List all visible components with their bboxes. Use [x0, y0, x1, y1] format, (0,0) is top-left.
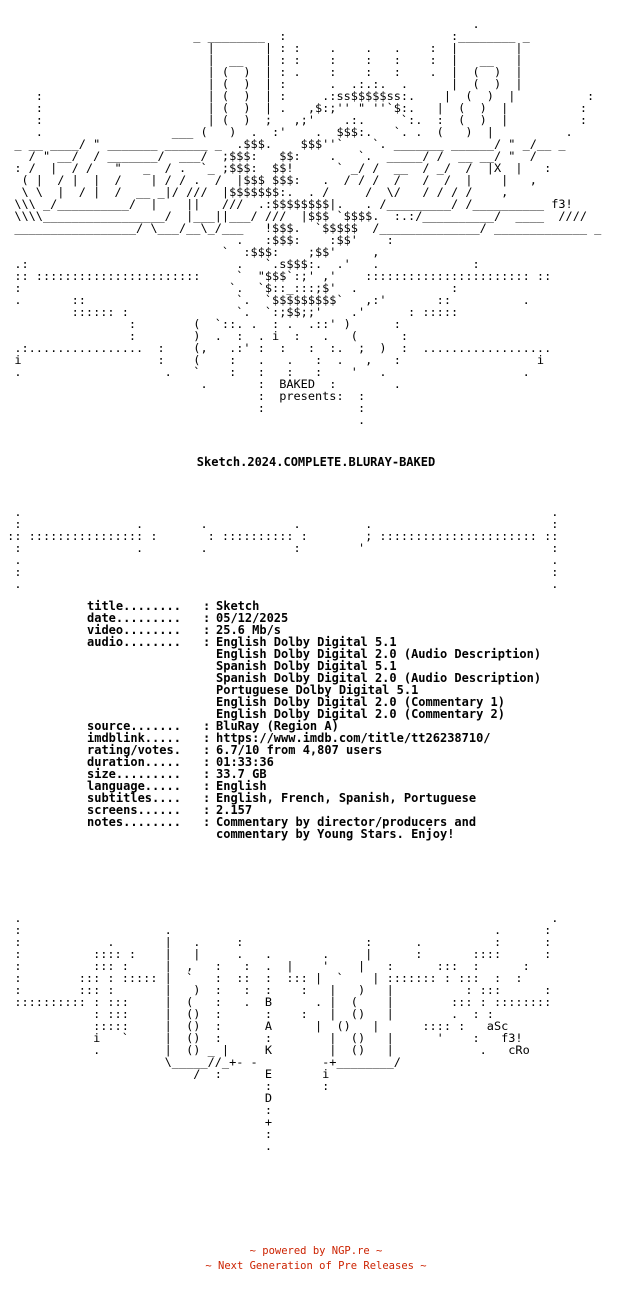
info-separator: :	[203, 803, 211, 817]
info-separator: :	[203, 755, 211, 769]
info-value-line: Spanish Dolby Digital 2.0 (Audio Description)	[216, 671, 542, 685]
info-value-line: Portuguese Dolby Digital 5.1	[216, 683, 419, 697]
info-value	[216, 816, 476, 840]
info-key: rating/votes.	[87, 743, 181, 757]
info-value-line: Spanish Dolby Digital 5.1	[216, 659, 397, 673]
info-key: subtitles....	[87, 791, 181, 805]
release-info-table	[87, 600, 541, 840]
info-separator: :	[203, 731, 211, 745]
info-value-line: BluRay (Region A)	[216, 719, 339, 733]
release-title: Sketch.2024.COMPLETE.BLURAY-BAKED	[196, 455, 436, 469]
info-value-line: Sketch	[216, 599, 260, 613]
info-key: notes........	[87, 815, 181, 829]
info-separator: :	[203, 779, 211, 793]
info-value-line: 25.6 Mb/s	[216, 623, 282, 637]
info-key: date.........	[87, 611, 181, 625]
info-value-line: English Dolby Digital 5.1	[216, 635, 397, 649]
info-separator: :	[203, 791, 211, 805]
info-value-line: 05/12/2025	[216, 611, 289, 625]
info-value-line: 01:33:36	[216, 755, 274, 769]
footer-ascii-art: . . : . . : : . | . : : . : : : :::: : | | . . . | : :::: : : ::: : | , : : . | ' | : ::: : : : ::: : ::::: | ` : :: : ::: | ` | ::::::: : ::: : : : ::: : | ) : : : : | ) | : ::: : :::::::::: : ::: | ( : . B . | ( | ::: : :::::::: : ::: | () : : : | () | . : : ::::: | () : A | () | :::: : aSc i ` | () : : | () | ' : f3! . | () _ | K | () | . cRo \_____//_+- - -+________/ / : E i : : D : + : .	[14, 911, 559, 1153]
info-value-line: commentary by Young Stars. Enjoy!	[216, 827, 455, 841]
info-row	[87, 636, 541, 720]
info-separator: :	[203, 767, 211, 781]
info-value-line: English Dolby Digital 2.0 (Audio Description)	[216, 647, 542, 661]
info-separator: :	[203, 623, 211, 637]
info-value-line: https://www.imdb.com/title/tt26238710/	[216, 731, 491, 745]
info-value-line: English, French, Spanish, Portuguese	[216, 791, 477, 805]
header-ascii-art: . _ ________ : :________ _ | | : : . . . : | | | __ | : : : : : : | __ | | ( ) | : . : : : . | ( ) | | ( ) | : . .:.:. . | ( ) | : | ( ) | : .:ss$$$$$ss:. | ( ) | : : | ( ) | . ,$:;'' " ''`$:. | ( ) | : : | ( ) ; ,;' .:. `:. : ( ) | : . ___ ( ) . :' . $$$:. `. . ( ) | . _ __ ____/ " _______ ______ _ .$$$. $$$''` `. _______ ______/ " _/__ _ / " __/ / _______/ ___/ ;$$$: $$: . `. _____/ / __ __/ " / : / | / / " _ / . `_ ;$$$: $$! ` _/ / __ / _/ / |X | : ( | / | | / | / / . / |$$$ $$$: . / / / / / / | | , \ \ | / | / __ _|/ /// |$$$$$$$:. . / / \/ / / / / , \\\ _/__________/ | || /// .:$$$$$$$$|. . /_________/ /__________ f3! \\\\_________________/ |___||___/ /// |$$$ `$$$$. :.:/__________/ ____ //// _________________/ \___/__\_/___ !$$$. `$$$$$ /______________/ _____________ _ . :$$$: :$$' : ` :$$$: ;$$' , .: . `.s$$$:. .' . : :: ::::::::::::::::::::::: ` "$$$`:;' ,' ::::::::::::::::::::::: :: : `. `$::_:::;$' . : . :: `. `$$$$$$$$$` ,:' :: . :::::: : `. `:;$$;;' .' : ::::: : ( `::. . : . .::' ) : : ) . : . i : . ( : .:................ : (, .:' : : : :. ; ) : .................. i : ( : . . : . , : i . . ` : : : : ' . . . : BAKED : . : presents: : : : .	[14, 17, 602, 427]
info-separator: :	[203, 815, 211, 829]
info-separator: :	[203, 611, 211, 625]
info-key: screens......	[87, 803, 181, 817]
info-key: language.....	[87, 779, 181, 793]
info-key: duration.....	[87, 755, 181, 769]
info-key: audio........	[87, 635, 181, 649]
footer-powered-by: ~ powered by NGP.re ~	[249, 1245, 383, 1257]
info-key: size.........	[87, 767, 181, 781]
info-key: video........	[87, 623, 181, 637]
info-key: imdblink.....	[87, 731, 181, 745]
info-value-line: 2.157	[216, 803, 253, 817]
divider-ascii-art: . . : . . . . : :: :::::::::::::::: : : :::::::::: : ; :::::::::::::::::::::: :: : . . : ' : . . : : . .	[7, 505, 559, 591]
info-value	[216, 792, 476, 804]
info-value-line: English Dolby Digital 2.0 (Commentary 1)	[216, 695, 505, 709]
info-value-line: 6.7/10 from 4,807 users	[216, 743, 383, 757]
info-value-line: 33.7 GB	[216, 767, 267, 781]
info-row	[87, 816, 541, 840]
info-separator: :	[203, 743, 211, 757]
info-separator: :	[203, 719, 211, 733]
footer-tagline: ~ Next Generation of Pre Releases ~	[205, 1260, 427, 1272]
info-separator: :	[203, 635, 211, 649]
info-value-line: Commentary by director/producers and	[216, 815, 477, 829]
info-separator: :	[203, 599, 211, 613]
info-key: title........	[87, 599, 181, 613]
info-key: source.......	[87, 719, 181, 733]
footer	[0, 1244, 632, 1274]
info-value-line: English	[216, 779, 267, 793]
info-value-line: English Dolby Digital 2.0 (Commentary 2)	[216, 707, 505, 721]
info-value	[216, 636, 541, 720]
